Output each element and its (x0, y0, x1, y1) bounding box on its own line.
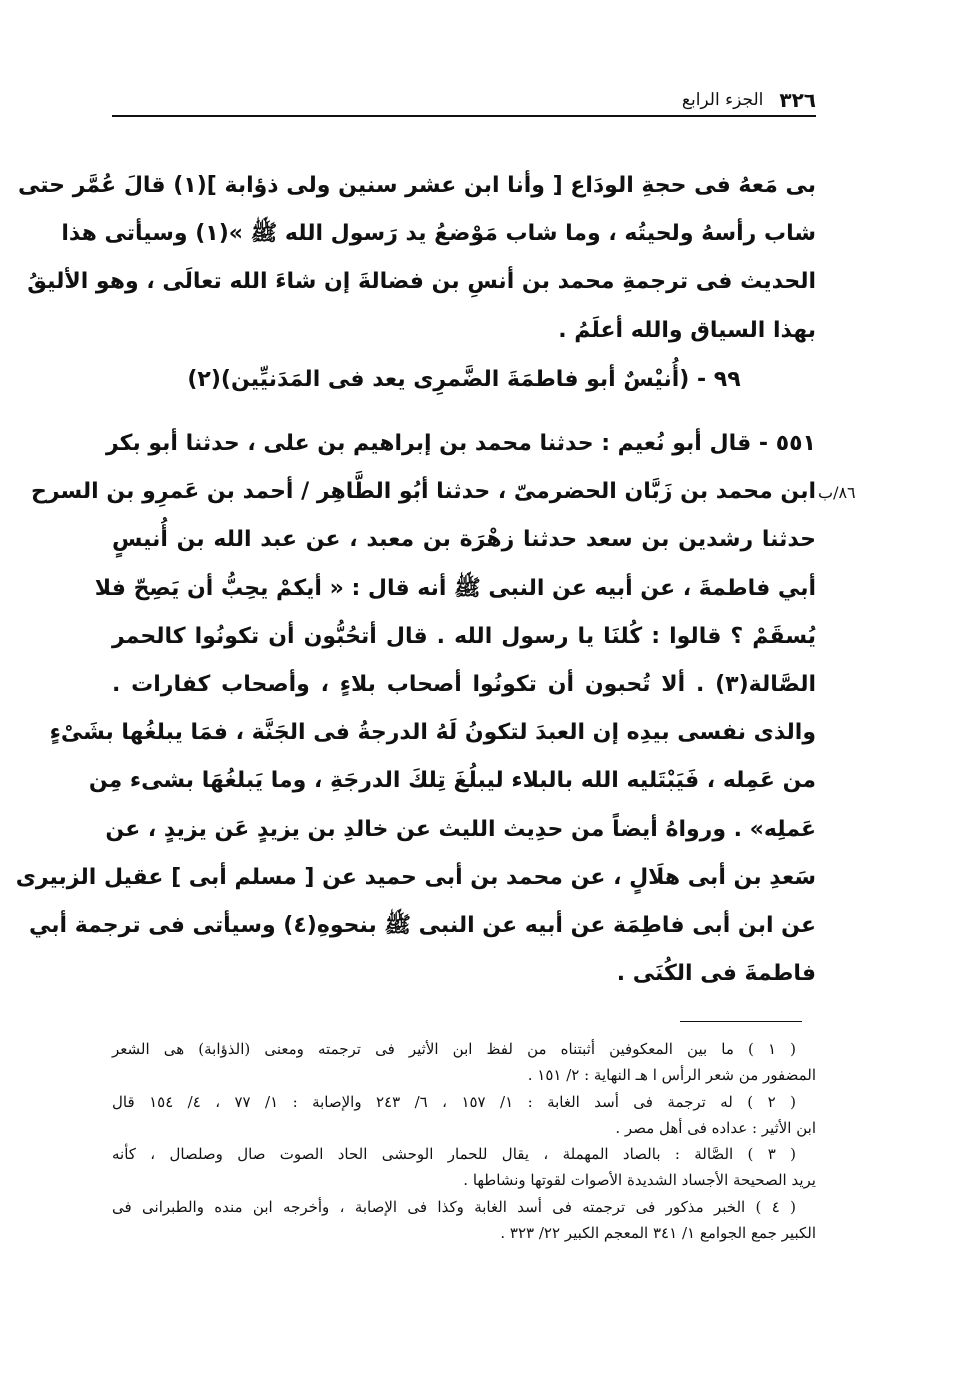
footnotes (112, 1036, 816, 1246)
manuscript-folio-note: ٨٦/ب (818, 483, 856, 502)
text-line: والذى نفسى بيدِه إن العبدَ لتكونُ لَهُ الدرجةُ فى الجَنَّة ، فمَا يبلغُها بشَىْءٍ (49, 720, 816, 746)
footnote-rule (680, 1021, 802, 1022)
text-line: يُسقَمْ ؟ قالوا : كُلنَا يا رسول الله . قال أتحُبُّون أن تكونُوا كالحمر (112, 623, 816, 649)
text-line: عن ابن أبى فاطِمَة عن أبيه عن النبى ﷺ بنحوهِ(٤) وسيأتى فى ترجمة أبي (28, 913, 816, 939)
text-line: عَملِه» . ورواهُ أيضاً من حدِيث الليث عن خالدِ بن يزيدٍ عَن يزيدٍ ، عن (105, 816, 816, 842)
text-line: أبي فاطمةَ ، عن أبيه عن النبى ﷺ أنه قال : « أيكمْ يحِبُّ أن يَصِحّ فلا (94, 575, 816, 601)
footnote-line: ( ٤ ) الخبر مذكور فى ترجمته فى أسد الغابة وكذا فى الإصابة ، وأخرجه ابن منده والطبرانى فى (112, 1197, 796, 1216)
volume-label: الجزء الرابع (681, 90, 764, 110)
text-line: الصَّالة(٣) . ألا تُحبون أن تكونُوا أصحاب بلاءٍ ، وأصحاب كفارات . (112, 672, 816, 698)
page-number: ٣٢٦ (779, 88, 816, 112)
hadith-paragraph (15, 420, 816, 998)
text-line: الحديث فى ترجمةِ محمد بن أنسِ بن فضالةَ إن شاءَ الله تعالَى ، وهو الأليقُ (27, 269, 816, 295)
text-line: حدثنا رشدين بن سعد حدثنا زهْرَة بن معبد ، عن عبد الله بن أُنيسٍ (112, 527, 816, 553)
text-line: من عَمِله ، فَيَبْتَليه الله بالبلاء ليبلُغَ تِلكَ الدرجَةِ ، وما يَبلغُهَا بشىء مِن (88, 768, 816, 794)
footnote-line: ( ١ ) ما بين المعكوفين أثبتناه من لفظ ابن الأثير فى ترجمته ومعنى (الذؤابة) هى الشعر (112, 1040, 796, 1058)
footnote-line: الكبير جمع الجوامع ١/ ٣٤١ المعجم الكبير ٢٢/ ٣٢٣ . (500, 1224, 816, 1243)
paragraph-continuation (17, 162, 816, 355)
text-line: ابن محمد بن زَبَّان الحضرمىّ ، حدثنا أبُو الطَّاهِر / أحمد بن عَمرِو بن السرح (30, 479, 816, 505)
footnote-line: ( ٢ ) له ترجمة فى أسد الغابة : ١/ ١٥٧ ، ٦/ ٢٤٣ والإصابة : ١/ ٧٧ ، ٤/ ١٥٤ قال (112, 1092, 796, 1111)
running-header (112, 84, 816, 116)
footnote-line: المضفور من شعر الرأس ا هـ النهاية : ٢/ ١٥١ . (527, 1066, 816, 1085)
text-line: شاب رأسهُ ولحيتُه ، وما شاب مَوْضعُ يد رَسول الله ﷺ »(١) وسيأتى هذا (61, 221, 816, 247)
header-rule (112, 115, 816, 117)
text-line: سَعدِ بن أبى هلَالٍ ، عن محمد بن أبى حميد عن [ مسلم أبى ] عقيل الزبيرى (15, 864, 816, 890)
section-heading: ٩٩ - (أُنيْسٌ أبو فاطمَةَ الضَّمرِى يعد فى المَدَنيِّين)(٢) (187, 367, 741, 392)
footnote-line: يريد الصحيحة الأجساد الشديدة الأصوات لقوتها ونشاطها . (463, 1171, 816, 1190)
text-line: بهذا السياق والله أعلَمُ . (558, 317, 816, 343)
footnote-line: ( ٣ ) الصَّالة : بالصاد المهملة ، يقال للحمار الوحشى الحاد الصوت صال وصلصال ، كأنه (112, 1145, 796, 1164)
text-line: بى مَعهُ فى حجةِ الودَاع [ وأنا ابن عشر سنين ولى ذؤابة ](١) قالَ عُمَّر حتى (17, 173, 816, 198)
text-line: ٥٥١ - قال أبو نُعيم : حدثنا محمد بن إبراهيم بن على ، حدثنا أبو بكر (105, 431, 816, 456)
footnote-line: ابن الأثير : عداده فى أهل مصر . (615, 1118, 816, 1137)
text-line: فاطمةَ فى الكُنَى . (616, 961, 816, 987)
